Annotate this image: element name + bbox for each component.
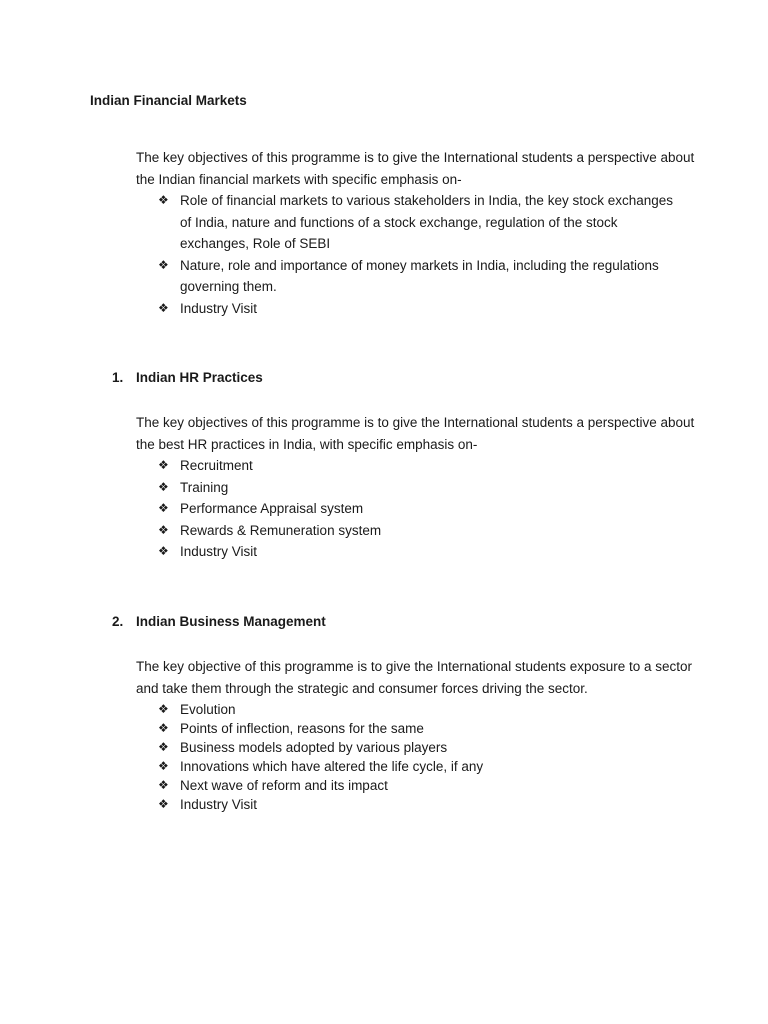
list-item-text: Nature, role and importance of money markets in India, including the regulations governing them. — [180, 257, 659, 294]
list-item-text: Industry Visit — [180, 797, 258, 812]
list-item-text: Recruitment — [180, 458, 253, 473]
diamond-bullet-icon: ❖ — [158, 740, 169, 754]
list-item-text: Points of inflection, reasons for the same — [180, 721, 424, 736]
section-intro: The key objective of this programme is to give the International students exposure to a sector and take them through the strategic and consumer forces driving the sector. — [136, 659, 693, 696]
diamond-bullet-icon: ❖ — [158, 702, 169, 716]
diamond-bullet-icon: ❖ — [158, 458, 169, 472]
bullet-list — [158, 190, 678, 319]
diamond-bullet-icon: ❖ — [158, 778, 169, 792]
diamond-bullet-icon: ❖ — [158, 522, 169, 537]
diamond-bullet-icon: ❖ — [158, 257, 169, 272]
section-number: 1. — [112, 370, 124, 385]
list-item — [158, 700, 698, 719]
list-item-text: Evolution — [180, 702, 236, 717]
list-item — [158, 757, 698, 776]
section-intro: The key objectives of this programme is to give the International students a perspective about the best HR practices in India, with specific emphasis on- — [136, 415, 695, 452]
document-title: Indian Financial Markets — [90, 93, 247, 108]
list-item — [158, 477, 698, 499]
list-item-text: Performance Appraisal system — [180, 501, 364, 516]
list-item — [158, 498, 698, 520]
list-item — [158, 719, 698, 738]
diamond-bullet-icon: ❖ — [158, 797, 169, 811]
list-item — [158, 776, 698, 795]
diamond-bullet-icon: ❖ — [158, 300, 169, 315]
list-item-text: Next wave of reform and its impact — [180, 778, 388, 793]
section-intro: The key objectives of this programme is to give the International students a perspective about the Indian financial markets with specific emphasis on- — [136, 150, 695, 187]
list-item — [158, 541, 698, 563]
list-item-text: Rewards & Remuneration system — [180, 522, 382, 538]
diamond-bullet-icon: ❖ — [158, 501, 169, 515]
section-heading — [112, 614, 326, 629]
diamond-bullet-icon: ❖ — [158, 721, 169, 735]
list-item — [158, 520, 698, 542]
list-item-text: Business models adopted by various players — [180, 740, 448, 755]
list-item-text: Industry Visit — [180, 544, 258, 559]
list-item — [158, 190, 678, 255]
diamond-bullet-icon: ❖ — [158, 193, 169, 207]
section-heading — [112, 370, 263, 385]
list-item — [158, 795, 698, 814]
list-item — [158, 298, 678, 320]
bullet-list — [158, 455, 698, 563]
section-heading-text: Indian HR Practices — [136, 370, 263, 385]
list-item-text: Training — [180, 479, 229, 495]
bullet-list — [158, 700, 698, 814]
diamond-bullet-icon: ❖ — [158, 544, 169, 558]
list-item — [158, 455, 698, 477]
diamond-bullet-icon: ❖ — [158, 479, 169, 494]
list-item-text: Role of financial markets to various stakeholders in India, the key stock exchanges of India, nature and functions of a stock exchange, regulation of the stock exchanges, Role of SEBI — [180, 193, 674, 251]
diamond-bullet-icon: ❖ — [158, 759, 169, 773]
list-item-text: Innovations which have altered the life cycle, if any — [180, 759, 484, 774]
section-number: 2. — [112, 614, 124, 629]
list-item — [158, 255, 678, 298]
section-heading-text: Indian Business Management — [136, 614, 326, 629]
list-item-text: Industry Visit — [180, 300, 258, 316]
list-item — [158, 738, 698, 757]
